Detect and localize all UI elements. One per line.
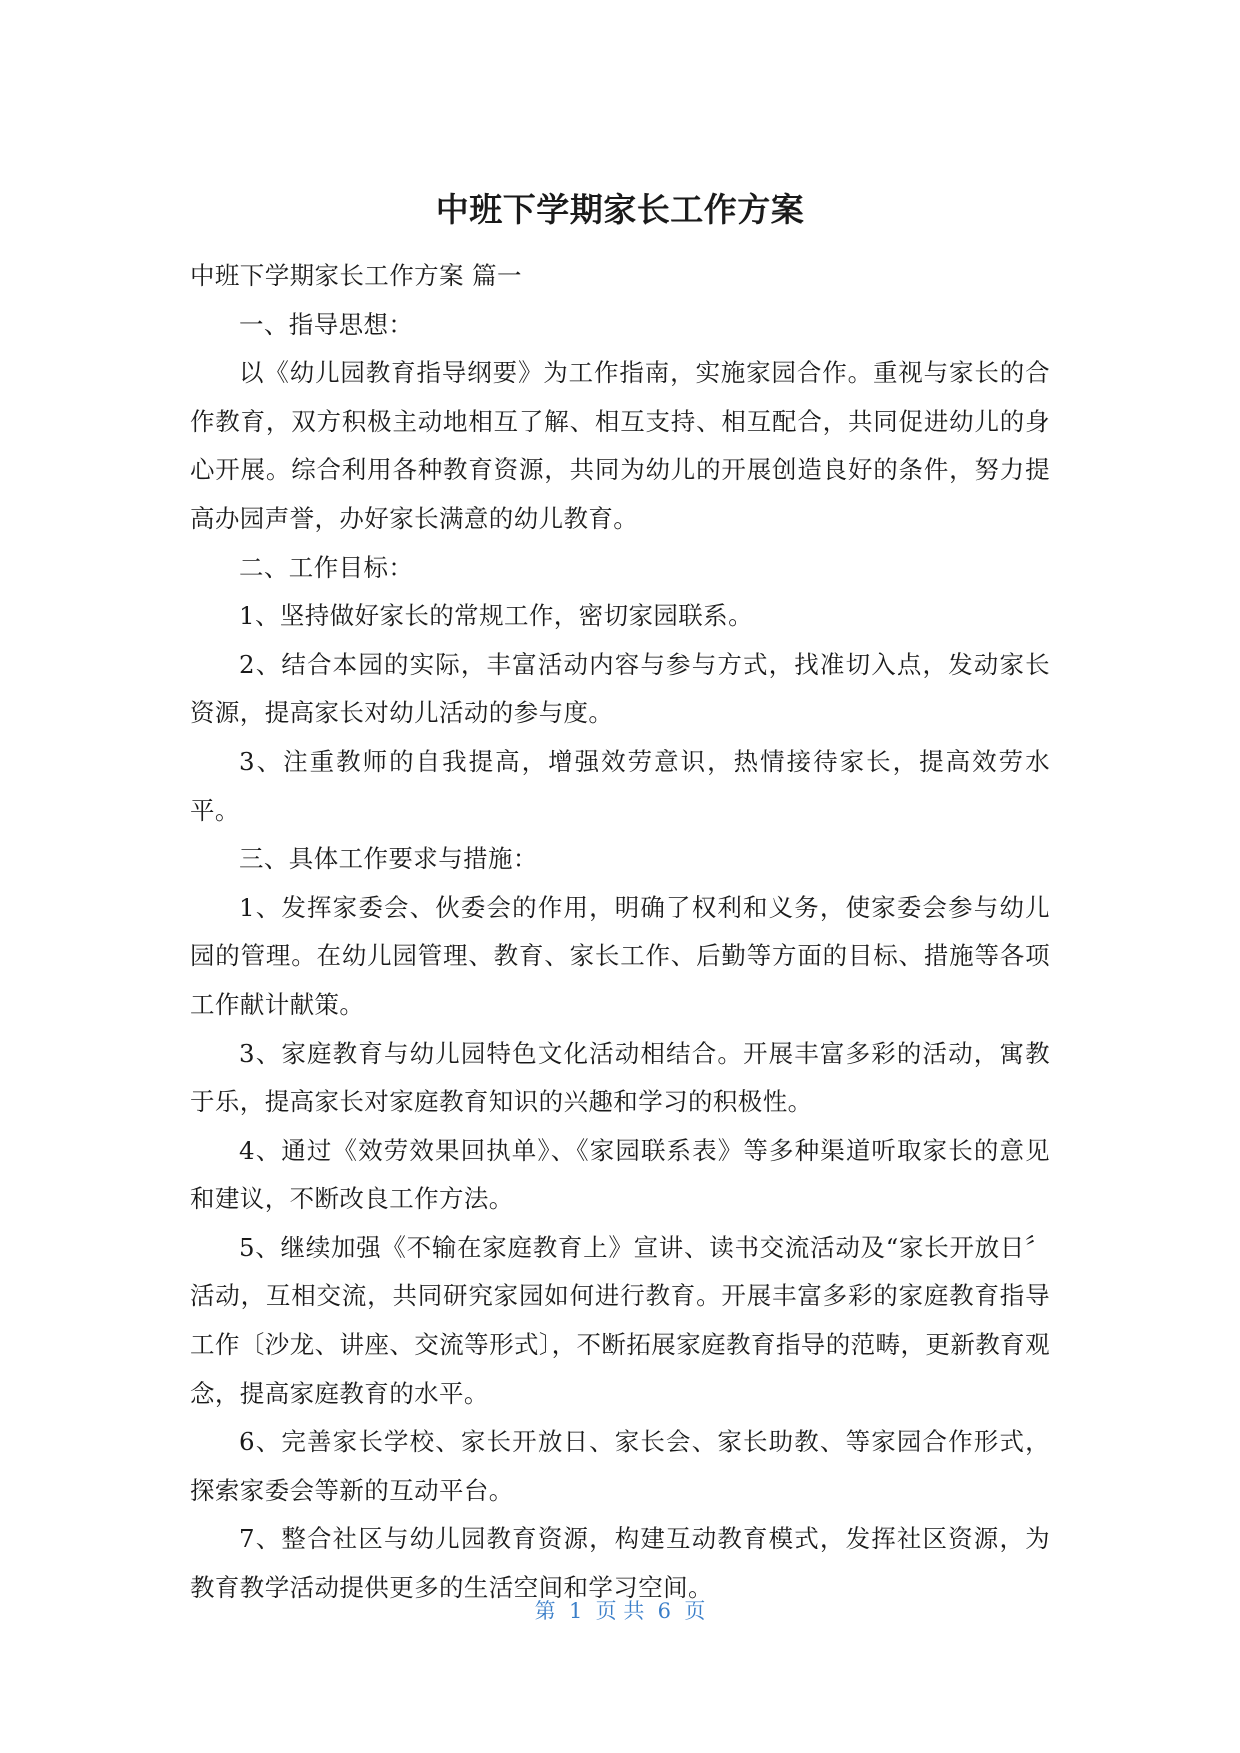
paragraph: 3、家庭教育与幼儿园特色文化活动相结合。开展丰富多彩的活动，寓教于乐，提高家长对家庭教育知识的兴趣和学习的积极性。 (190, 1038, 1050, 1117)
paragraph: 5、继续加强《不输在家庭教育上》宣讲、读书交流活动及“家长开放日〞活动，互相交流，共同研究家园如何进行教育。开展丰富多彩的家庭教育指导工作〔沙龙、讲座、交流等形式〕，不断拓展家庭教育指导的范畴，更新教育观念，提高家庭教育的水平。 (190, 1232, 1050, 1408)
section-heading: 中班下学期家长工作方案 篇一 (190, 261, 522, 290)
paragraph: 一、指导思想： (239, 309, 414, 339)
paragraph: 以《幼儿园教育指导纲要》为工作指南，实施家园合作。重视与家长的合作教育，双方积极主动地相互了解、相互支持、相互配合，共同促进幼儿的身心开展。综合利用各种教育资源，共同为幼儿的开展创造良好的条件，努力提高办园声誉，办好家长满意的幼儿教育。 (190, 358, 1050, 533)
paragraph: 二、工作目标： (239, 552, 414, 582)
paragraph: 三、具体工作要求与措施： (239, 844, 538, 874)
paragraph: 1、坚持做好家长的常规工作，密切家园联系。 (239, 601, 753, 631)
paragraph: 7、整合社区与幼儿园教育资源，构建互动教育模式，发挥社区资源，为教育教学活动提供更多的生活空间和学习空间。 (190, 1524, 1050, 1603)
paragraph: 6、完善家长学校、家长开放日、家长会、家长助教、等家园合作形式，探索家委会等新的互动平台。 (190, 1427, 1050, 1505)
paragraph: 1、发挥家委会、伙委会的作用，明确了权利和义务，使家委会参与幼儿园的管理。在幼儿园管理、教育、家长工作、后勤等方面的目标、措施等各项工作献计献策。 (190, 892, 1050, 1019)
paragraph: 3、注重教师的自我提高，增强效劳意识，热情接待家长，提高效劳水平。 (190, 746, 1050, 825)
document-body (190, 252, 1050, 1613)
document-title: 中班下学期家长工作方案 (435, 190, 805, 229)
paragraph: 4、通过《效劳效果回执单》、《家园联系表》等多种渠道听取家长的意见和建议，不断改良工作方法。 (190, 1135, 1050, 1214)
page-number-footer: 第 1 页 共 6 页 (534, 1599, 706, 1623)
paragraph: 2、结合本园的实际，丰富活动内容与参与方式，找准切入点，发动家长资源，提高家长对幼儿活动的参与度。 (190, 649, 1050, 728)
